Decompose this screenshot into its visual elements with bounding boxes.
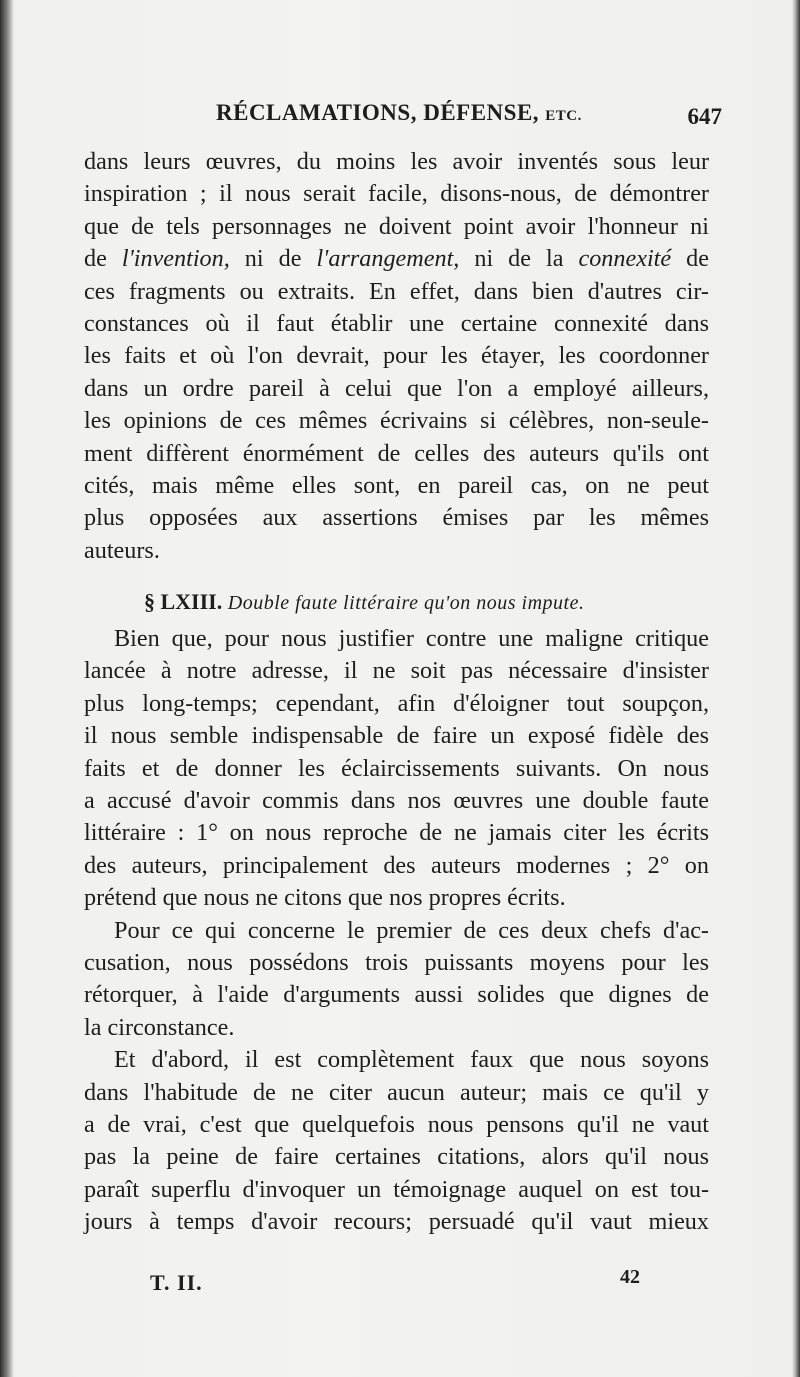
text-line: a de vrai, c'est que quelquefois nous pensons qu'il ne vaut [84,1110,709,1138]
italic-term-connexite: connexité [578,245,672,273]
paragraph-3 [84,915,709,1045]
text-line: la circonstance. [84,1013,235,1041]
text-line: plus long-temps; cependant, afin d'éloigner tout soupçon, [84,689,709,717]
text-line-with-italics [84,243,709,275]
text-line: paraît superflu d'invoquer un témoignage auquel on est tou- [84,1175,709,1203]
text-line: inspiration ; il nous serait facile, disons-nous, de démontrer [84,180,709,208]
text-line: lancée à notre adresse, il ne soit pas nécessaire d'insister [84,657,709,685]
text-line: les faits et où l'on devrait, pour les étayer, les coordonner [84,342,709,370]
text-line: faits et de donner les éclaircissements suivants. On nous [84,754,709,782]
text-line: a accusé d'avoir commis dans nos œuvres une double faute [84,787,709,815]
text-fragment: de [671,245,709,273]
running-head-etc: ETC. [545,108,582,124]
text-line: cités, mais même elles sont, en pareil cas, on ne peut [84,471,709,499]
text-fragment: ni de la [459,245,579,273]
text-line: ces fragments ou extraits. En effet, dans bien d'autres cir- [84,277,709,305]
text-line: dans un ordre pareil à celui que l'on a employé ailleurs, [84,374,709,402]
text-line: plus opposées aux assertions émises par les mêmes [84,504,709,532]
text-line: jours à temps d'avoir recours; persuadé qu'il vaut mieux [84,1208,709,1236]
text-line: littéraire : 1° on nous reproche de ne jamais citer les écrits [84,819,709,847]
body-text [84,146,709,1239]
text-line: ment diffèrent énormément de celles des auteurs qu'ils ont [84,439,709,467]
paragraph-1 [84,146,709,567]
section-number: § LXIII. [144,589,223,615]
spacer [84,567,709,579]
paragraph-4 [84,1044,709,1238]
text-fragment: ni de [229,245,317,273]
text-line: dans leurs œuvres, du moins les avoir inventés sous leur [84,148,709,175]
text-line: que de tels personnages ne doivent point avoir l'honneur ni [84,212,709,240]
text-line: dans l'habitude de ne citer aucun auteur; mais ce qu'il y [84,1078,709,1106]
text-line: des auteurs, principalement des auteurs modernes ; 2° on [84,851,709,879]
text-line: constances où il faut établir une certaine connexité dans [84,309,709,337]
text-line: Bien que, pour nous justifier contre une maligne critique [114,625,709,653]
section-heading [84,579,709,623]
volume-mark: T. II. [150,1270,203,1295]
section-title: Double faute littéraire qu'on nous impute. [227,592,585,615]
text-line: auteurs. [84,536,160,564]
text-line: pas la peine de faire certaines citations, alors qu'il nous [84,1143,709,1171]
paragraph-2 [84,623,709,915]
text-line: les opinions de ces mêmes écrivains si célèbres, non-seule- [84,407,709,435]
text-line: prétend que nous ne citons que nos propres écrits. [84,884,566,912]
italic-term-arrangement: l'arrangement, [316,245,460,273]
page-header [84,100,722,134]
running-head-text: RÉCLAMATIONS, DÉFENSE, [216,100,540,125]
text-line: Et d'abord, il est complètement faux que nous soyons [114,1046,709,1074]
text-line: Pour ce qui concerne le premier de ces deux chefs d'ac- [114,916,709,944]
italic-term-invention: l'invention, [121,245,230,273]
text-fragment: de [84,245,122,273]
text-line: rétorquer, à l'aide d'arguments aussi solides que dignes de [84,981,709,1009]
binding-shadow [0,0,14,1377]
running-head [216,100,582,126]
page-edge-shadow [792,0,800,1377]
signature-mark: 42 [620,1266,640,1288]
text-line: il nous semble indispensable de faire un exposé fidèle des [84,722,709,750]
page-number: 647 [687,104,722,129]
text-line: cusation, nous possédons trois puissants moyens pour les [84,948,709,976]
